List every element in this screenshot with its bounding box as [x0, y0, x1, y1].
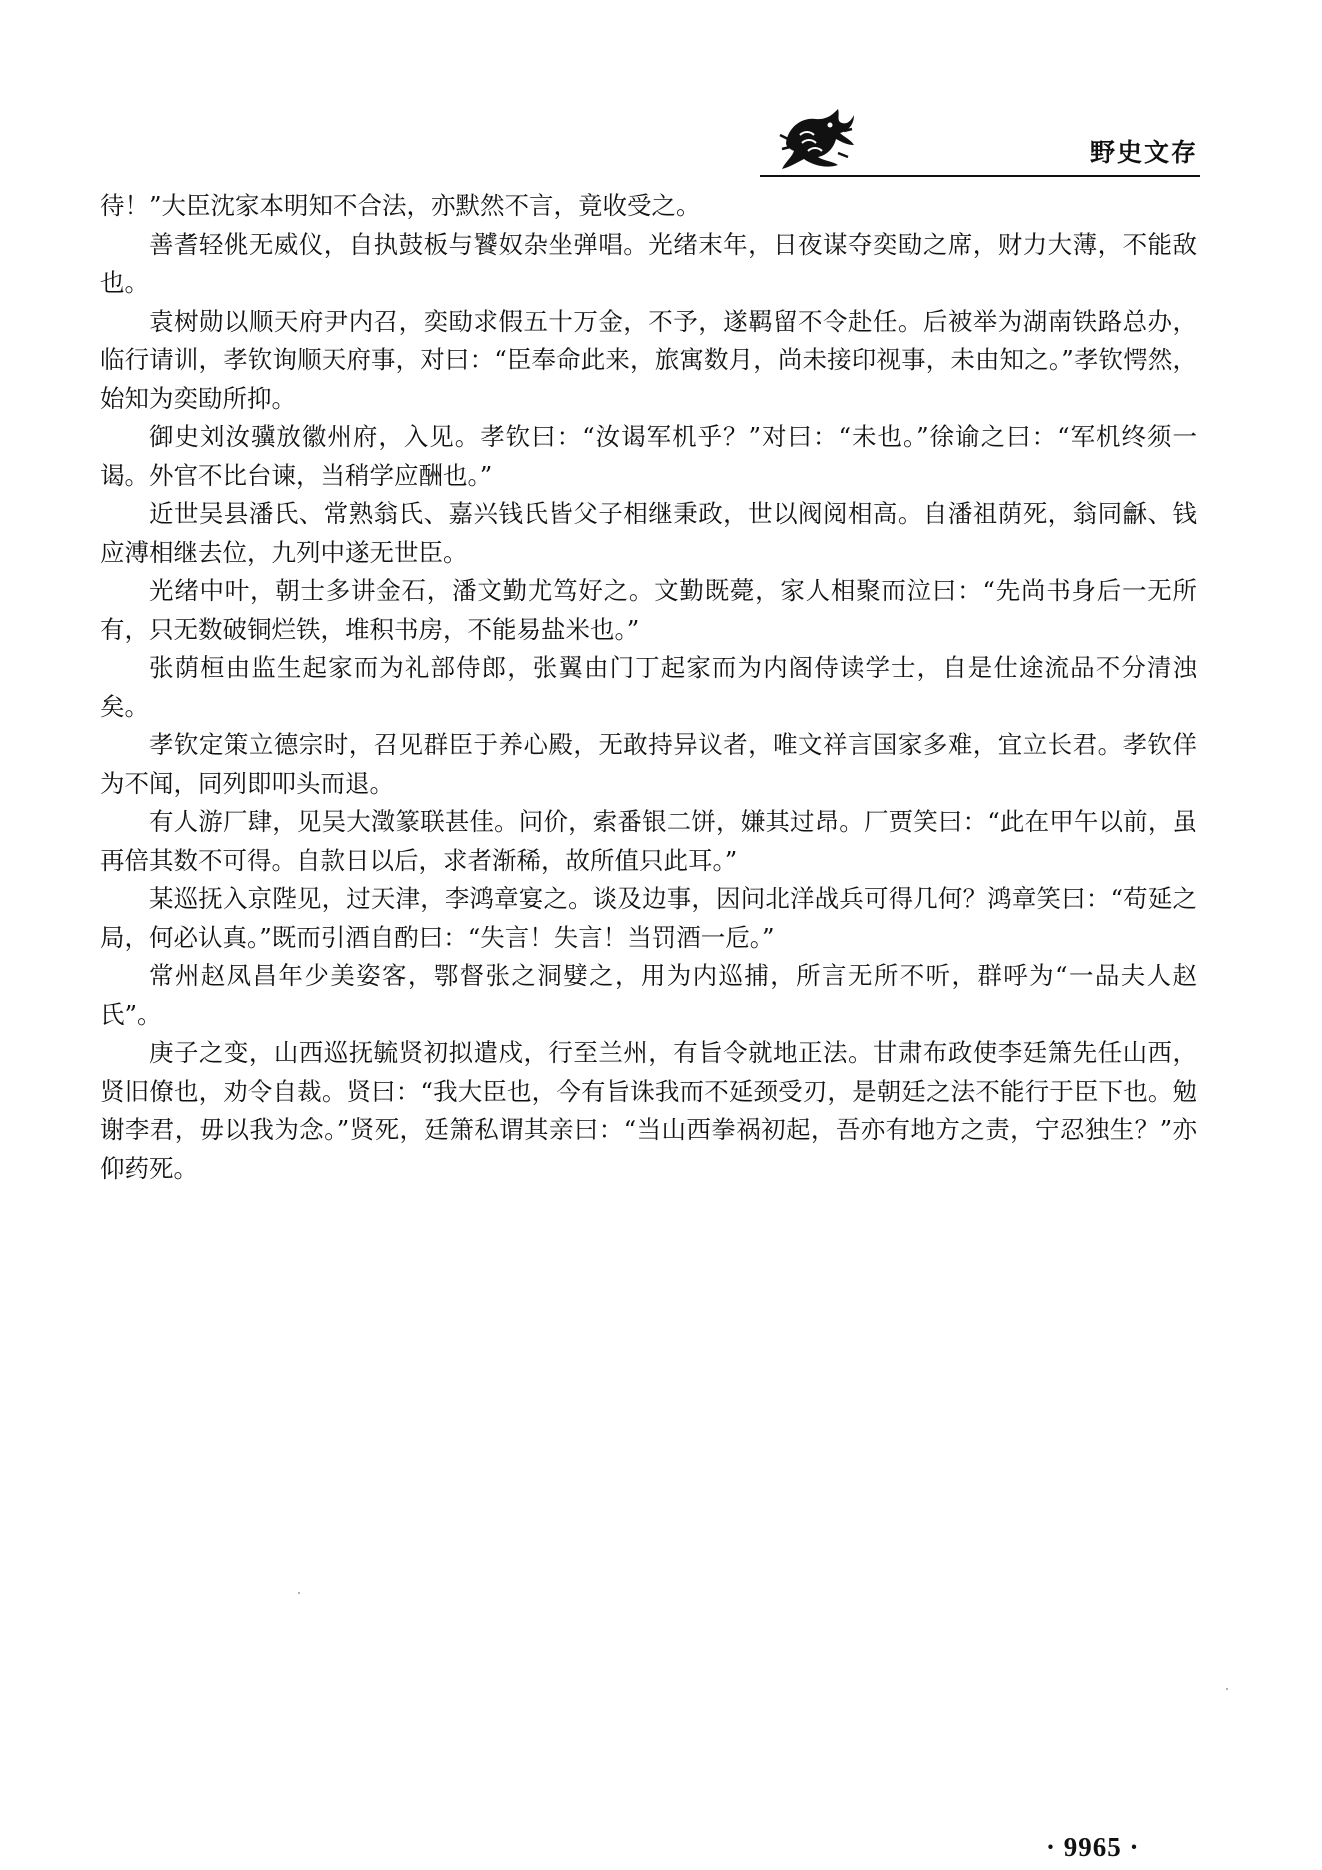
dragon-emblem-icon — [778, 105, 858, 175]
page-number: · 9965 · — [1046, 1832, 1140, 1862]
body-text — [100, 187, 1197, 1188]
page-header — [760, 105, 1200, 181]
paragraph: 善耆轻佻无威仪，自执鼓板与饕奴杂坐弹唱。光绪末年，日夜谋夺奕劻之席，财力大薄，不能敌也。 — [100, 229, 1197, 297]
paragraph: 袁树勋以顺天府尹内召，奕劻求假五十万金，不予，遂羁留不令赴任。后被举为湖南铁路总办，临行请训，孝钦询顺天府事，对曰：“臣奉命此来，旅寓数月，尚未接印视事，未由知之。”孝钦愕然，始知为奕劻所抑。 — [100, 306, 1197, 413]
paragraph: 近世吴县潘氏、常熟翁氏、嘉兴钱氏皆父子相继秉政，世以阀阅相高。自潘祖荫死，翁同龢、钱应溥相继去位，九列中遂无世臣。 — [100, 499, 1197, 567]
scan-speck — [298, 1592, 300, 1594]
paragraph: 光绪中叶，朝士多讲金石，潘文勤尤笃好之。文勤既薨，家人相聚而泣曰：“先尚书身后一无所有，只无数破铜烂铁，堆积书房，不能易盐米也。” — [100, 576, 1197, 644]
running-title: 野史文存 — [1089, 138, 1198, 167]
paragraph: 御史刘汝骥放徽州府，入见。孝钦曰：“汝谒军机乎？”对曰：“未也。”徐谕之曰：“军机终须一谒。外官不比台谏，当稍学应酬也。” — [100, 422, 1197, 490]
paragraph: 孝钦定策立德宗时，召见群臣于养心殿，无敢持异议者，唯文祥言国家多难，宜立长君。孝钦佯为不闻，同列即叩头而退。 — [100, 730, 1197, 798]
header-rule — [760, 175, 1200, 177]
paragraph: 常州赵凤昌年少美姿客，鄂督张之洞嬖之，用为内巡捕，所言无所不听，群呼为“一品夫人赵氏”。 — [100, 961, 1197, 1029]
paragraph: 待！”大臣沈家本明知不合法，亦默然不言，竟收受之。 — [100, 191, 701, 220]
scan-speck — [1226, 1688, 1228, 1690]
paragraph: 张荫桓由监生起家而为礼部侍郎，张翼由门丁起家而为内阁侍读学士，自是仕途流品不分清浊矣。 — [100, 653, 1197, 721]
paragraph: 某巡抚入京陛见，过天津，李鸿章宴之。谈及边事，因问北洋战兵可得几何？鸿章笑曰：“苟延之局，何必认真。”既而引酒自酌曰：“失言！失言！当罚酒一卮。” — [100, 884, 1197, 952]
paragraph: 有人游厂肆，见吴大澂篆联甚佳。问价，索番银二饼，嫌其过昂。厂贾笑曰：“此在甲午以前，虽再倍其数不可得。自款日以后，求者渐稀，故所值只此耳。” — [100, 807, 1197, 875]
paragraph: 庚子之变，山西巡抚毓贤初拟遣戍，行至兰州，有旨令就地正法。甘肃布政使李廷箫先任山西，贤旧僚也，劝令自裁。贤曰：“我大臣也，今有旨诛我而不延颈受刃，是朝廷之法不能行于臣下也。勉谢李君，毋以我为念。”贤死，廷箫私谓其亲曰：“当山西拳祸初起，吾亦有地方之责，宁忍独生？”亦仰药死。 — [100, 1038, 1197, 1183]
